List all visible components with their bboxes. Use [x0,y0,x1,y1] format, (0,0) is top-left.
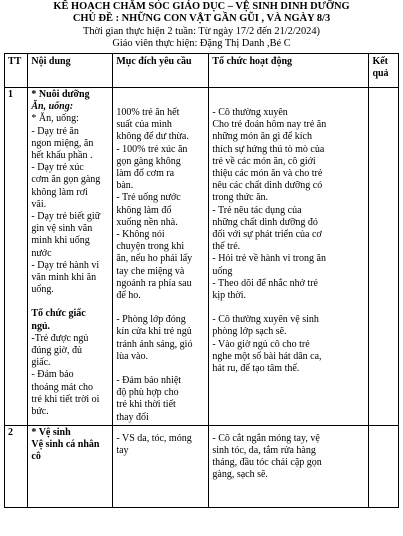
header-ket-qua: Kết quả [369,54,399,88]
cell-ket-qua [369,88,399,426]
topic-line: CHỦ ĐỀ : NHỮNG CON VẬT GẦN GŨI , VÀ NGÀY 8/3 [72,13,331,24]
table-row [5,88,399,426]
cell-muc-dich: - VS da, tóc, móng tay [113,425,209,507]
header-to-chuc: Tổ chức hoạt động [209,54,369,88]
cell-to-chuc: - Cô thường xuyên Cho trẻ đoán hôm nay trẻ ăn những món ăn gì để kích thích sự hứng thú tò mò của trẻ về các món ăn, cô giới thiệu các món ăn và cho trẻ nêu các chất dinh dưỡng có trong thức ăn. - Trẻ nêu tác dụng của những chất dinh dưỡng đó đối với sự phát triển của cơ thể trẻ. - Hỏi trẻ về hành vi trong ăn uống - Theo dõi để nhắc nhở trẻ kịp thời. - Cô thường xuyên vệ sinh phòng lớp sạch sẽ. - Vào giờ ngủ cô cho trẻ nghe một số bài hát dân ca, hát ru, để tạo tâm thế. [209,88,369,426]
teacher-line: Giáo viên thực hiện: Đặng Thị Danh ,Bé C [112,38,291,49]
cell-ket-qua [369,425,399,507]
table-row [5,425,399,507]
cell-noi-dung: * Vệ sinh Vệ sinh cá nhân cô [28,425,113,507]
period-line: Thời gian thực hiện 2 tuần: Từ ngày 17/2 đến 21/2/2024) [82,26,321,37]
cell-noi-dung: * Nuôi dưỡng Ăn, uống: * Ăn, uống: - Dạy trẻ ăn ngon miệng, ăn hết khẩu phần . - Dạy trẻ xúc cơm ăn gọn gàng không làm rơi vãi. - Dạy trẻ biết giữ gìn vệ sinh văn minh khi uống nước - Dạy trẻ hành vi văn minh khi ăn uống. Tổ chức giấc ngủ. -Trẻ được ngủ đúng giờ, đủ giấc. - Đảm bảo thoáng mát cho trẻ khi tiết trời oi bức. [28,88,113,426]
row-number: 2 [5,425,28,507]
cell-muc-dich: 100% trẻ ăn hết suất của mình không để dư thừa. - 100% trẻ xúc ăn gọn gàng không làm đổ cơm ra bàn. - Trẻ uống nước không làm đổ xuống nền nhà. - Không nói chuyện trong khi ăn, nếu ho phải lấy tay che miệng và ngoảnh ra phía sau để ho. - Phòng lớp đóng kín cửa khi trẻ ngủ tránh ánh sáng, gió lùa vào. - Đảm bảo nhiệt độ phù hợp cho trẻ khi thời tiết thay đổi [113,88,209,426]
header-muc-dich: Mục đích yêu cầu [113,54,209,88]
table-header-row [5,54,399,88]
header-tt: TT [5,54,28,88]
document-title: KẾ HOẠCH CHĂM SÓC GIÁO DỤC – VỆ SINH DINH DƯỠNG [53,1,350,12]
cell-to-chuc: - Cô cắt ngắn móng tay, vệ sinh tóc, da, tắm rửa hàng tháng, đầu tóc chải cặp gọn gàng, sạch sẽ. [209,425,369,507]
row-number: 1 [5,88,28,426]
care-plan-table [4,53,399,508]
header-noi-dung: Nội dung [28,54,113,88]
